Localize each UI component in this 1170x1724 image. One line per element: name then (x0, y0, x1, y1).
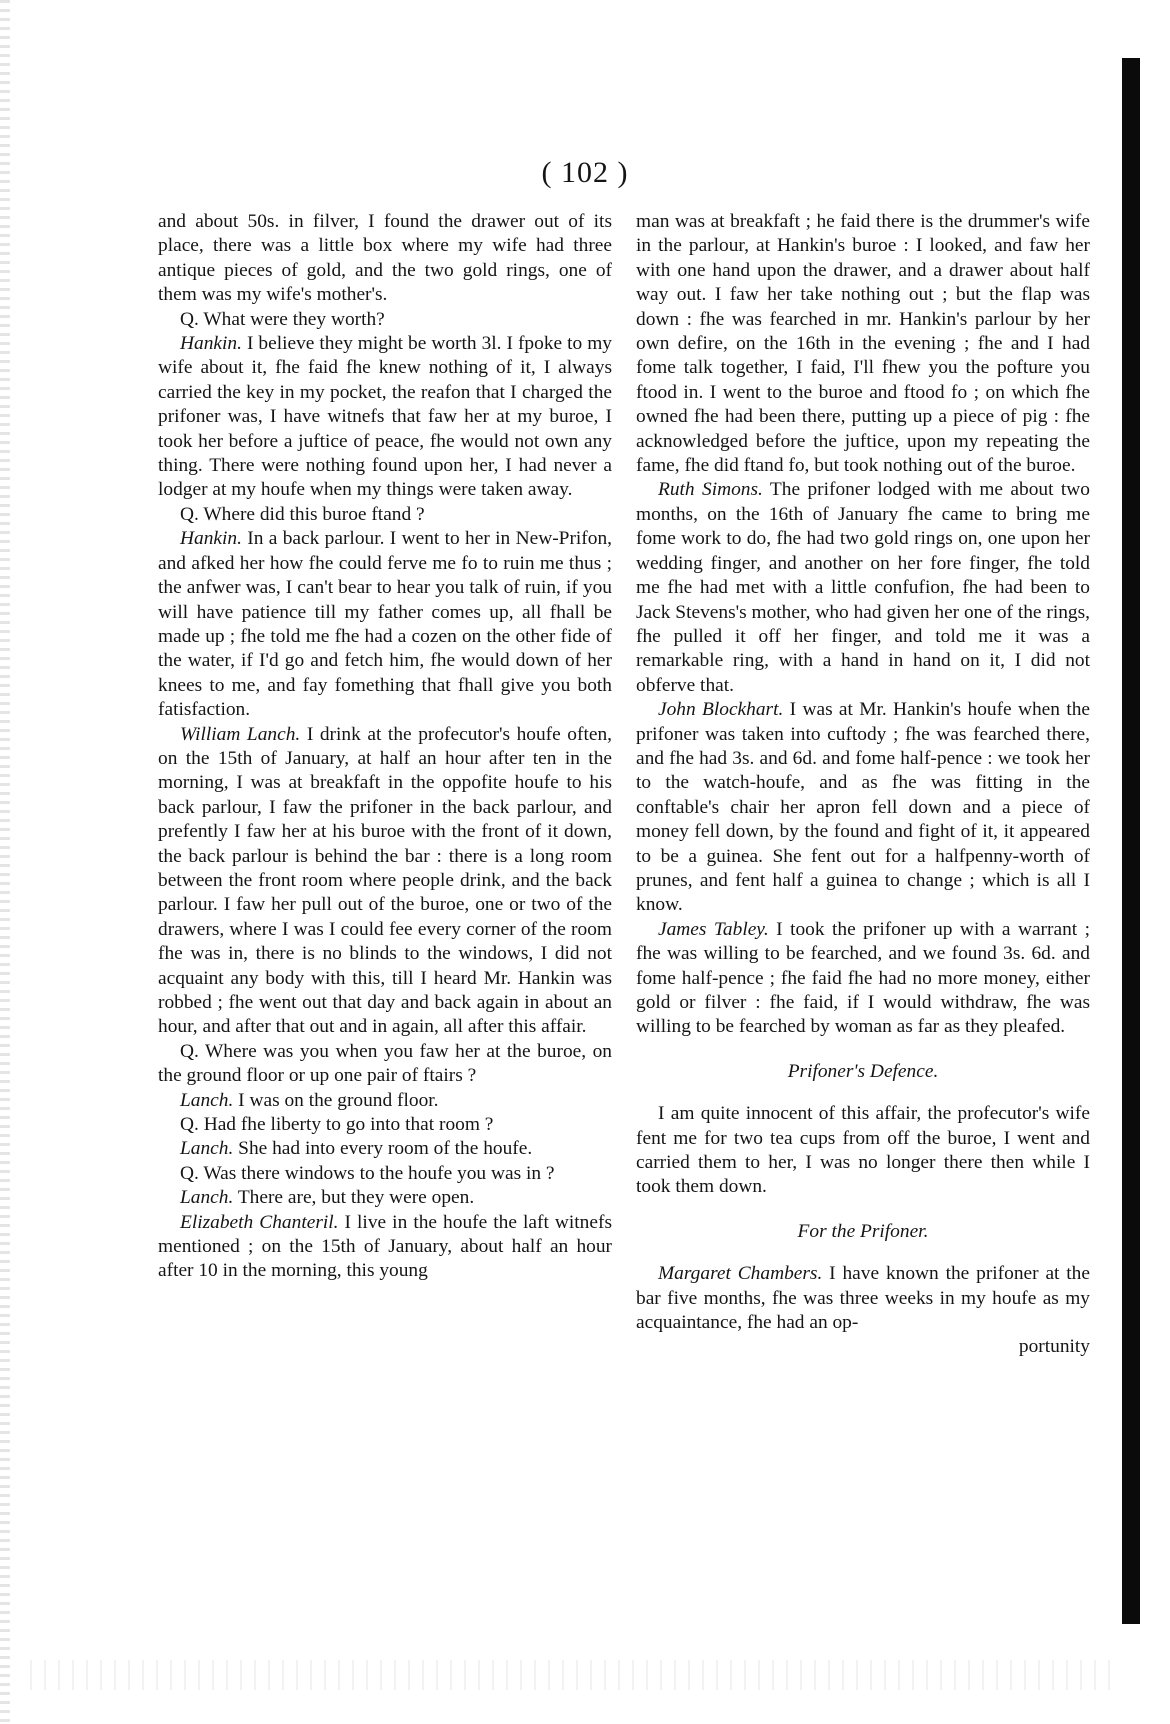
testimony-text: In a back parlour. I went to her in New-Prifon, and afked her how fhe could ferve me fo to ruin me thus ; the anfwer was, I can't bear to hear you talk of ruin, if you will have patience till my father comes up, all fhall be made up ; fhe told me fhe had a cozen on the other fide of the water, if I'd go and fetch him, fhe would down of her knees to me, and fay fomething that fhall give you both fatisfaction. (158, 528, 612, 721)
catchword: portunity (1018, 1336, 1090, 1358)
speaker: Lanch. (180, 1089, 234, 1111)
testimony-hankin (158, 527, 612, 722)
testimony-blockhart (636, 698, 1090, 918)
defence-text: I am quite innocent of this affair, the profecutor's wife fent me for two tea cups from off the buroe, I went and carried them to her, I was no longer there then while I took them down. (636, 1103, 1090, 1198)
scan-noise (30, 1660, 1110, 1690)
speaker: John Blockhart. (658, 699, 784, 721)
question: Q. Where was you when you faw her at the buroe, on the ground floor or up one pair of ftairs ? (158, 1040, 612, 1087)
answer (158, 1089, 612, 1113)
answer-text: There are, but they were open. (233, 1187, 475, 1209)
testimony-text: I believe they might be worth 3l. I fpoke to my wife about it, fhe faid fhe knew nothing of it, I always carried the key in my pocket, the reafon that I charged the prifoner was, I have witnefs that faw her at my buroe, I took her before a juftice of peace, fhe would not own any thing. There were nothing found upon her, I had never a lodger at my houfe when my things were taken away. (158, 333, 612, 501)
page-edge (0, 0, 10, 1724)
paragraph: and about 50s. in filver, I found the drawer out of its place, there was a little box where my wife had three antique pieces of gold, and the two gold rings, one of them was my wife's mother's. (158, 211, 612, 306)
testimony-text: I have known the prifoner at the bar five months, fhe was three weeks in my houfe as my acquaintance, fhe had an op- (636, 1263, 1090, 1334)
speaker: James Tabley. (658, 918, 769, 940)
testimony-chanteril (158, 1211, 612, 1284)
testimony-lanch (158, 723, 612, 1040)
speaker: Lanch. (180, 1138, 234, 1160)
answer-text: I was on the ground floor. (233, 1089, 439, 1111)
section-heading: For the Prifoner. (797, 1220, 929, 1242)
testimony-text: The prifoner lodged with me about two months, on the 16th of January fhe came to bring me fome work to do, fhe had two gold rings on, one upon her wedding finger, and another on her fore finger, fhe told me fhe had met with a little confufion, fhe had been to Jack Stevens's mother, who had given her one of the rings, fhe pulled it off her finger, and told me it was a remarkable ring, with a hand in hand on it, I did not obferve that. (636, 479, 1090, 696)
testimony-text: I was at Mr. Hankin's houfe when the prifoner was taken into cuftody ; fhe was fearched there, and fhe had 3s. and 6d. and fome half-pence : we took her to the watch-houfe, and as fhe was fitting in the conftable's chair her apron fell down and a piece of money fell down, by the found and fight of it, it appeared to be a guinea. She fent out for a halfpenny-worth of prunes, and fent half a guinea to change ; which is all I know. (636, 699, 1091, 916)
speaker: Elizabeth Chanteril. (180, 1211, 339, 1233)
question: Q. Where did this buroe ftand ? (180, 503, 425, 525)
testimony-hankin (158, 332, 612, 503)
answer (158, 1137, 612, 1161)
testimony-text: I took the prifoner up with a warrant ; fhe was willing to be fearched, and we found 3s. 6d. and fome half-pence ; fhe faid fhe had no more money, either gold or filver : fhe faid, if I would withdraw, fhe was willing to be fearched by woman as far as they pleafed. (636, 918, 1091, 1038)
answer (158, 1186, 612, 1210)
binding-shadow (1122, 58, 1140, 1624)
speaker: Lanch. (180, 1187, 234, 1209)
testimony-chambers (636, 1262, 1090, 1335)
testimony-text: I drink at the profecutor's houfe often, on the 15th of January, at half an hour after ten in the morning, I was at breakfaft in the oppofite houfe to his back parlour, I faw the prifoner in the back parlour, and prefently I faw her at his buroe with the front of it down, the back parlour is behind the bar : there is a long room between the front room where people drink, and the back parlour. I faw her pull out of the buroe, one or two of the drawers, where I was I could fee every corner of the room fhe was in, there is no blinds to the windows, I did not acquaint any body with this, till I heard Mr. Hankin was robbed ; fhe went out that day and back again in about an hour, and after that out and in again, all after this affair. (158, 723, 612, 1038)
speaker: Hankin. (180, 528, 242, 550)
answer-text: She had into every room of the houfe. (233, 1138, 533, 1160)
section-heading: Prifoner's Defence. (787, 1060, 939, 1082)
speaker: Ruth Simons. (658, 479, 763, 501)
right-column (636, 210, 1090, 1360)
question: Q. Was there windows to the houfe you was in ? (180, 1162, 555, 1184)
speaker: Margaret Chambers. (658, 1263, 823, 1285)
question: Q. Had fhe liberty to go into that room ? (180, 1114, 494, 1136)
testimony-tabley (636, 918, 1090, 1040)
question: Q. What were they worth? (180, 308, 385, 330)
speaker: William Lanch. (180, 723, 301, 745)
page-number: ( 102 ) (541, 156, 629, 189)
speaker: Hankin. (180, 333, 242, 355)
left-column (158, 210, 612, 1284)
paragraph: man was at breakfaft ; he faid there is the drummer's wife in the parlour, at Hankin's buroe : I looked, and faw her with one hand upon the drawer, and a drawer about half way out. I faw her take nothing out ; but the flap was down : fhe was fearched in mr. Hankin's parlour by her own defire, on the 16th in the evening ; fhe and I had fome talk together, I faid, I'll fhew you the pofture you ftood in. I went to the buroe and ftood fo ; on which fhe owned fhe had been there, putting up a piece of pig : fhe acknowledged before the juftice, upon my repeating the fame, fhe did ftand fo, but took nothing out of the buroe. (636, 211, 1090, 477)
testimony-text: I live in the houfe the laft witnefs mentioned ; on the 15th of January, about half an hour after 10 in the morning, this young (158, 1211, 612, 1282)
testimony-simons (636, 478, 1090, 698)
